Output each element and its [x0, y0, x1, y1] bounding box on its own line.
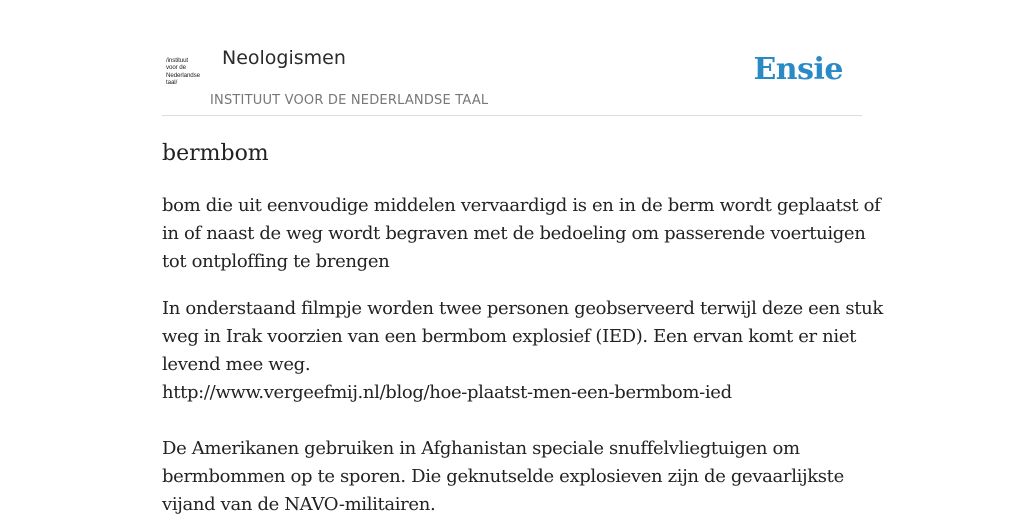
header-divider	[162, 115, 862, 116]
example-line: In onderstaand filmpje worden twee personen geobserveerd terwijl deze een stuk	[162, 298, 883, 319]
logo-line: taal/	[166, 79, 178, 87]
paragraph-spacer	[162, 407, 862, 435]
site-subtitle: INSTITUUT VOOR DE NEDERLANDSE TAAL	[210, 93, 489, 108]
logo-line: Nederlandse	[166, 71, 200, 79]
site-name[interactable]: Neologismen	[222, 47, 346, 69]
source-link[interactable]: http://www.vergeefmij.nl/blog/hoe-plaatst-men-een-bermbom-ied	[162, 382, 732, 403]
entry-card	[162, 0, 883, 515]
term-title: bermbom	[162, 141, 269, 166]
example-text	[162, 295, 883, 519]
institute-logo[interactable]	[166, 57, 210, 89]
example-line: De Amerikanen gebruiken in Afghanistan speciale snuffelvliegtuigen om	[162, 438, 800, 459]
brand-logo[interactable]: Ensie	[753, 52, 843, 87]
logo-line: voor de	[166, 64, 186, 72]
logo-line: /instituut	[166, 57, 189, 64]
definition-text	[162, 192, 881, 276]
example-line: bermbommen op te sporen. Die geknutselde explosieven zijn de gevaarlijkste	[162, 466, 844, 487]
example-line: weg in Irak voorzien van een bermbom explosief (IED). Een ervan komt er niet	[162, 326, 857, 347]
example-line: vijand van de NAVO-militairen.	[162, 494, 436, 515]
definition-line: bom die uit eenvoudige middelen vervaardigd is en in de berm wordt geplaatst of	[162, 195, 881, 216]
definition-line: in of naast de weg wordt begraven met de bedoeling om passerende voertuigen	[162, 223, 866, 244]
example-line: levend mee weg.	[162, 354, 311, 375]
definition-line: tot ontploffing te brengen	[162, 251, 390, 272]
